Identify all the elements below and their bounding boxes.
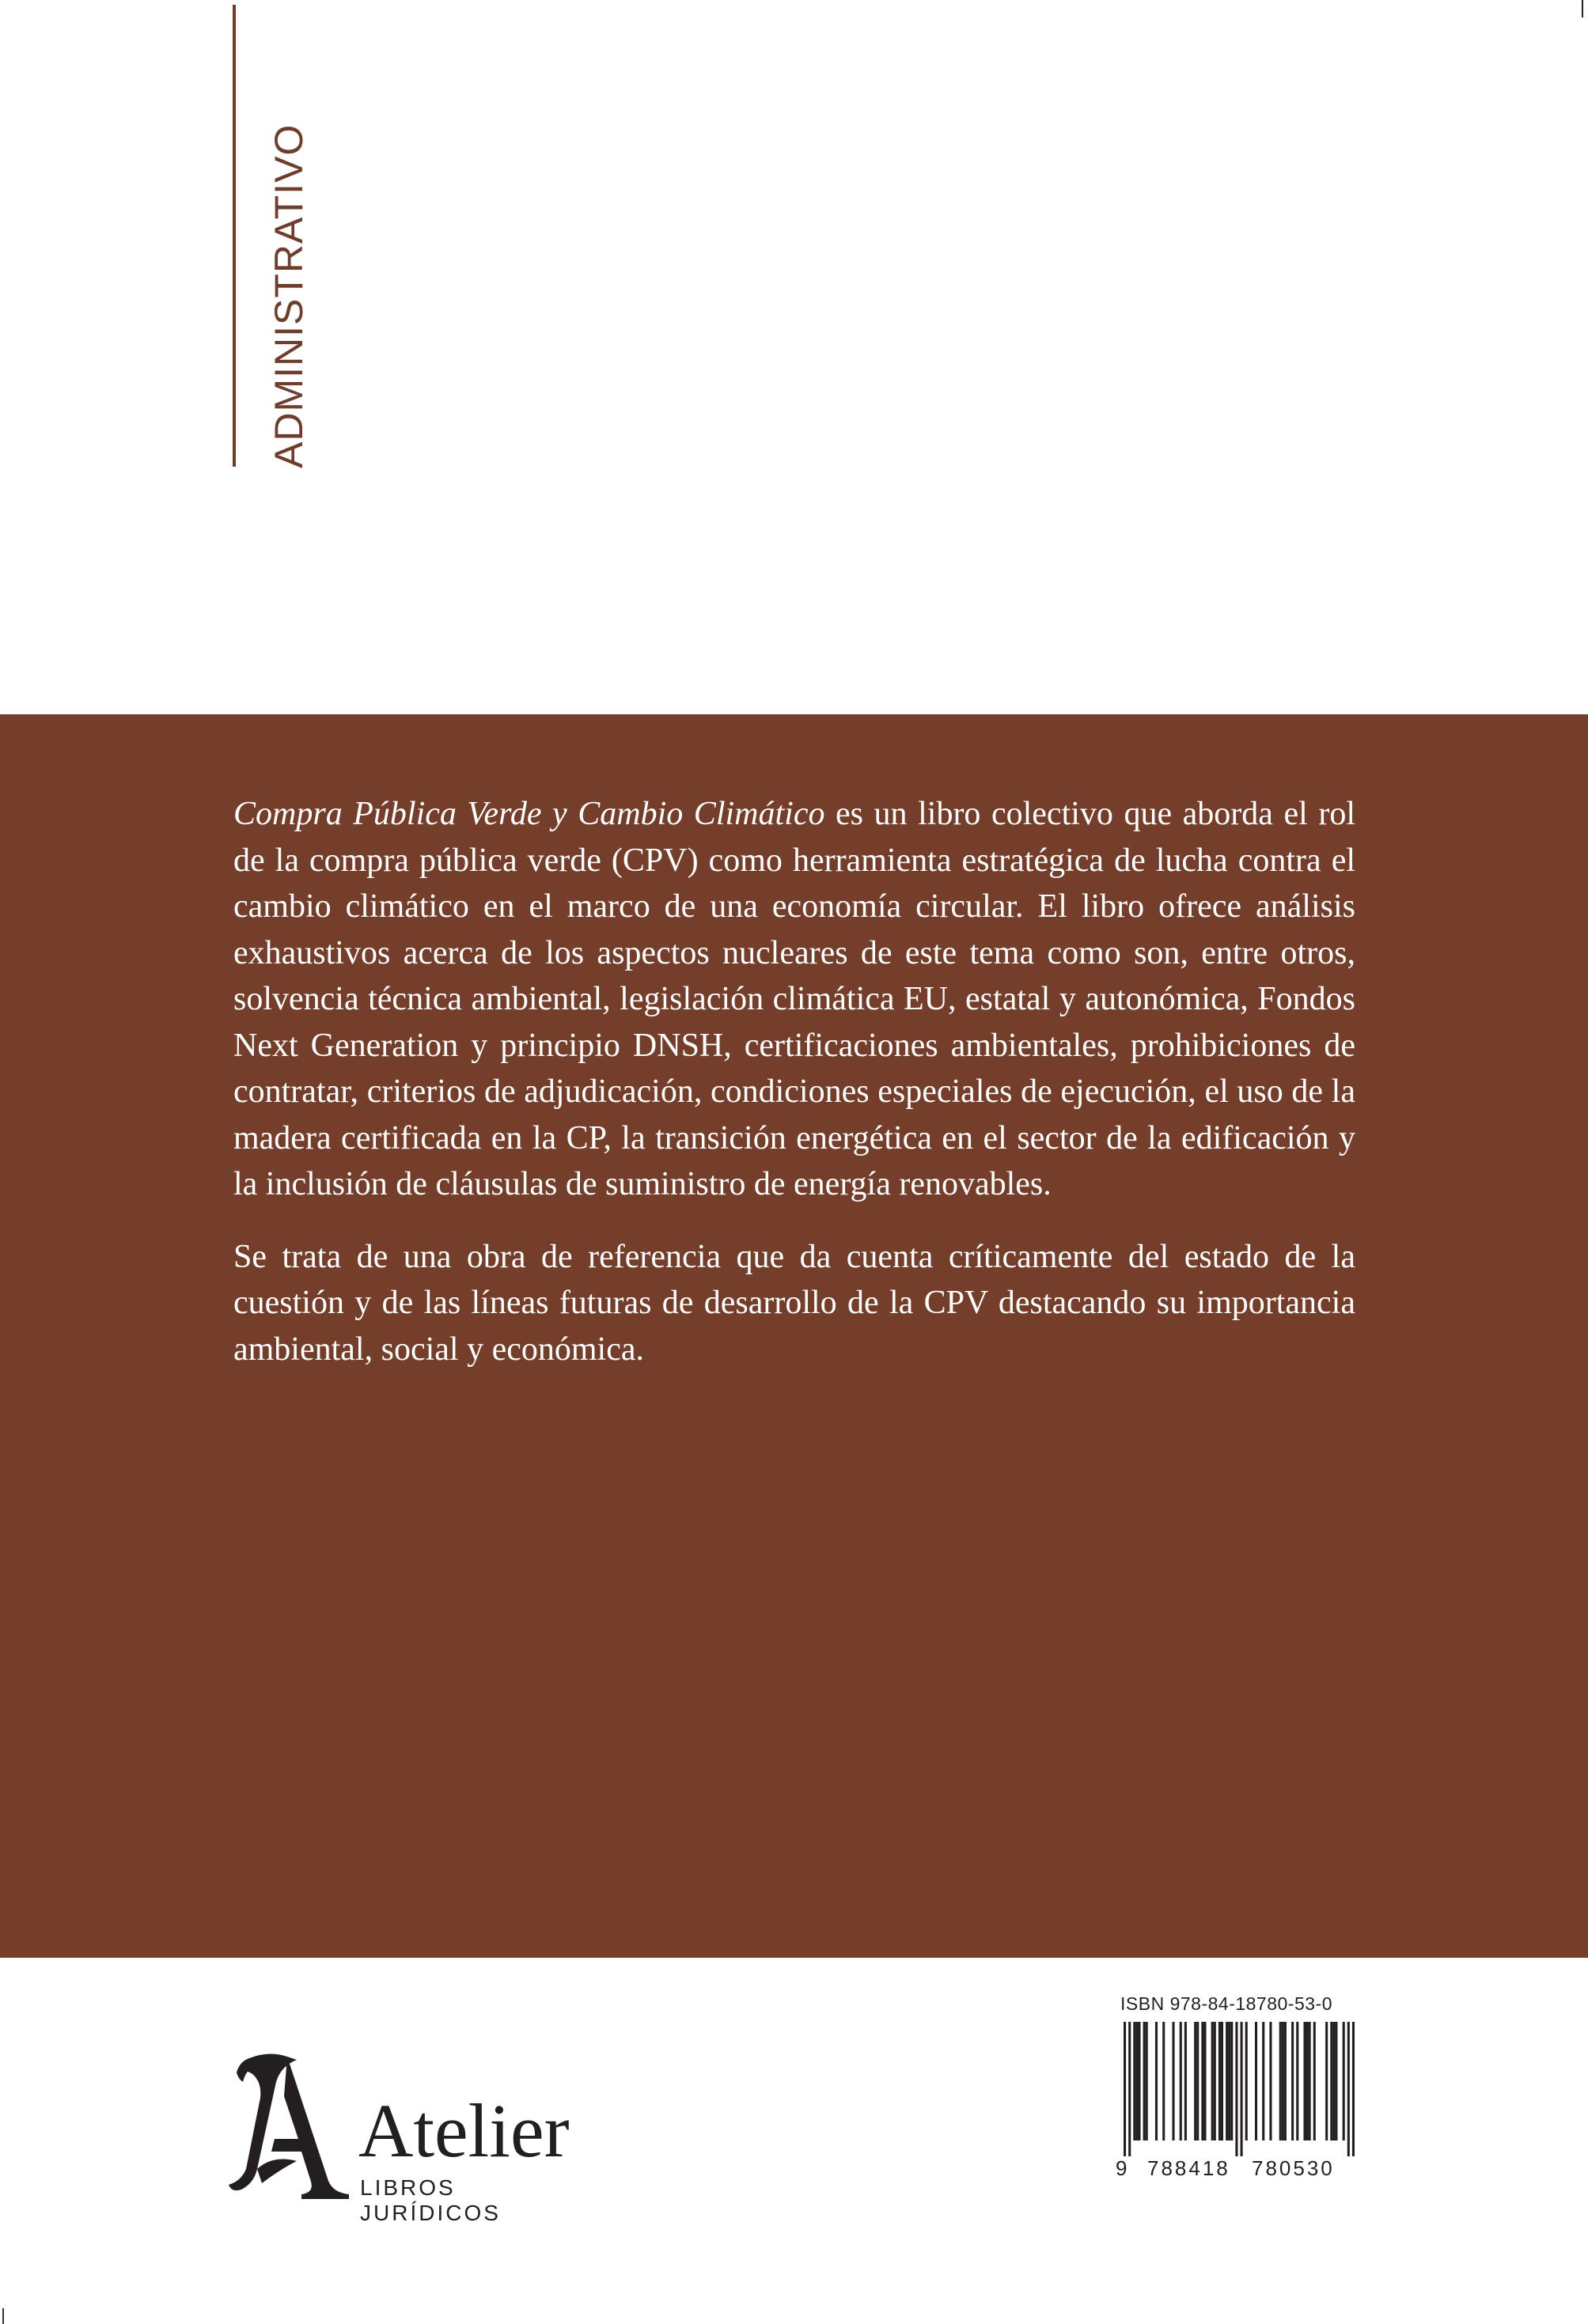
barcode-bar	[1245, 2022, 1248, 2140]
blurb-paragraph-2: Se trata de una obra de referencia que da cuenta críticamente del estado de la cuestión y de las líneas futuras de desarrollo de la CPV destacando su importancia ambiental, social y económica.	[233, 1238, 1355, 1368]
isbn-label: ISBN 978-84-18780-53-0	[1120, 1993, 1332, 2014]
barcode-digit-first: 9	[1116, 2156, 1128, 2180]
barcode-bar	[1291, 2022, 1294, 2140]
isbn-barcode	[1116, 1993, 1358, 2191]
atelier-logo-icon	[226, 2050, 352, 2201]
barcode-digits-right: 780530	[1252, 2156, 1335, 2180]
barcode-bar	[1194, 2022, 1196, 2140]
barcode-bar	[1201, 2022, 1203, 2140]
back-cover-blurb	[233, 791, 1355, 1399]
barcode-bar	[1133, 2022, 1135, 2140]
barcode-bar	[1211, 2022, 1214, 2140]
barcode-bar	[1235, 2022, 1237, 2156]
publisher-subtitle: LIBROS JURÍDICOS	[360, 2175, 501, 2225]
barcode-bar	[1332, 2022, 1335, 2140]
barcode-bar	[1282, 2022, 1284, 2140]
barcode-bar	[1313, 2022, 1316, 2140]
crop-mark	[1582, 0, 1583, 17]
barcode-bar	[1155, 2022, 1158, 2140]
barcode-bar	[1226, 2022, 1228, 2140]
barcode-bar	[1284, 2022, 1287, 2140]
barcode-bar	[1330, 2022, 1332, 2140]
barcode-digits-left: 788418	[1147, 2156, 1230, 2180]
blurb-paragraph-1	[233, 791, 1355, 1208]
barcode-bar	[1279, 2022, 1282, 2140]
barcode-bar	[1162, 2022, 1165, 2140]
barcode-bar	[1218, 2022, 1221, 2140]
barcode-bar	[1124, 2022, 1126, 2156]
barcode-bar	[1184, 2022, 1187, 2140]
barcode-bar	[1172, 2022, 1174, 2140]
barcode-bar	[1138, 2022, 1140, 2140]
barcode-bar	[1143, 2022, 1146, 2140]
book-title-italic: Compra Pública Verde y Cambio Climático	[233, 796, 825, 832]
barcode-bar	[1343, 2022, 1345, 2140]
barcode-bar	[1203, 2022, 1206, 2140]
barcode-bar	[1135, 2022, 1138, 2140]
barcode-bar	[1347, 2022, 1350, 2156]
barcode-bar	[1296, 2022, 1298, 2140]
barcode-bar	[1306, 2022, 1309, 2140]
barcode-bar	[1196, 2022, 1199, 2140]
barcode-bar	[1180, 2022, 1182, 2140]
barcode-bar	[1128, 2022, 1131, 2156]
barcode-bar	[1228, 2022, 1230, 2140]
series-label: ADMINISTRATIVO	[267, 123, 311, 468]
barcode-bar	[1230, 2022, 1233, 2140]
vertical-rule	[233, 5, 236, 467]
barcode-bar	[1146, 2022, 1148, 2140]
crop-mark	[2, 2308, 4, 2324]
barcode-bar	[1325, 2022, 1328, 2140]
barcode-bar	[1269, 2022, 1272, 2140]
barcode-bar	[1241, 2022, 1243, 2156]
barcode-bar	[1335, 2022, 1337, 2140]
blurb-paragraph-1-text: es un libro colectivo que aborda el rol de la compra pública verde (CPV) como herramienta estratégica de lucha contra el cambio climático en el marco de una economía circular. El libro ofrece análisis exhaustivos acerca de los aspectos nucleares de este tema como son, entre otros, solvencia técnica ambiental, legislación climática EU, estatal y autonómica, Fondos Next Generation y principio DNSH, certificaciones ambientales, prohibiciones de contratar, criterios de adjudicación, condiciones especiales de ejecución, el uso de la madera certificada en la CP, la transición energética en el sector de la edificación y la inclusión de cláusulas de suministro de energía renovables.	[233, 796, 1355, 1202]
barcode-bars	[1124, 2022, 1355, 2156]
barcode-bar	[1262, 2022, 1264, 2140]
barcode-bar	[1352, 2022, 1355, 2156]
publisher-name: Atelier	[358, 2088, 570, 2173]
publisher-logo	[226, 2050, 589, 2225]
barcode-bar	[1221, 2022, 1223, 2140]
barcode-bar	[1309, 2022, 1311, 2140]
barcode-bar	[1214, 2022, 1216, 2140]
barcode-bar	[1255, 2022, 1257, 2140]
barcode-bar	[1303, 2022, 1306, 2140]
